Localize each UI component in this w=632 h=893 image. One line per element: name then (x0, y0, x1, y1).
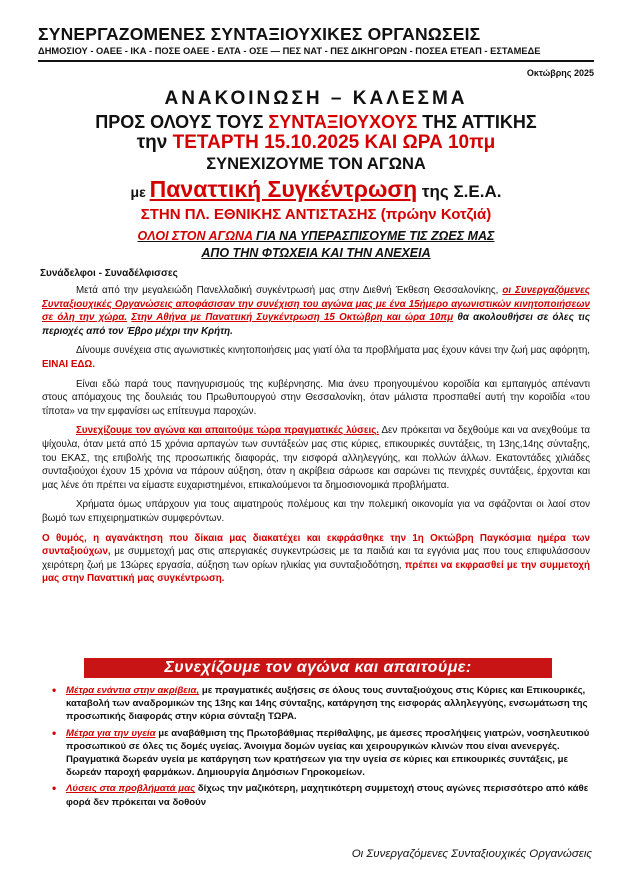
rally-organizer: της Σ.Ε.Α. (417, 182, 502, 201)
paragraph-2 (42, 344, 590, 371)
rally-name: Παναττική Συγκέντρωση (149, 176, 418, 202)
bullet-icon: • (52, 683, 57, 697)
demand-text: δίχως την μαζικότερη, μαχητικότερη συμμετοχή στους αγώνες περισσότερο από κάθε φορά δεν πρόκειται να δοθούν (66, 783, 589, 808)
slogan-rest: ΓΙΑ ΝΑ ΥΠΕΡΑΣΠΙΣΟΥΜΕ ΤΙΣ ΖΩΕΣ ΜΑΣ (252, 229, 495, 243)
issue-date: Οκτώβρης 2025 (526, 68, 594, 78)
p4-text: Δεν πρόκειται να δεχθούμε και να ανεχθούμε τα ψίχουλα, όταν μετά από 15 χρόνια αρπαγών των συντάξεών μας στις κύριες, επικουρικές συντάξεις, τη 13ης,14ης σύνταξης, του ΕΚΑΣ, της επιβολής της προσωπικής διαφοράς, την εισφορά αλληλεγγύης, και πολλών άλλων. Εκατοντάδες χιλιάδες συνταξιούχοι έχουν 15 χρόνια να πάρουν αύξηση, όταν η ακρίβεια σάρωσε και σαρώνει τις πενιχρές συντάξεις, έρχονται και μας λένε ότι πρέπει να είμαστε ευχαριστημένοι, επικαλούμενοι τα δημοσιονομικά προβλήματα. (42, 425, 590, 491)
organization-header (38, 24, 594, 62)
p6-call: πρέπει να εκφρασθεί με την συμμετοχή μας στην Παναττική μας συγκέντρωση. (42, 559, 590, 585)
rally-line (38, 176, 594, 203)
demand-text: με αναβάθμιση της Πρωτοβάθμιας περίθαλψης, με άμεσες προσλήψεις γιατρών, νοσηλευτικού προσωπικού σε όλες τις δομές υγείας. Άνοιγμα δομών υγείας και χειρουργικών κλινών που είναι ανενεργές. Πραγματικά δωρεάν υγεία με κατάργηση των κρατήσεων για την υγεία σε κύριες και επικουρικές συντάξεις, με δωρεάν παροχή φαρμάκων. Δημιουργία Δημόσιων Γηροκομείων. (66, 727, 590, 779)
body-text (42, 284, 590, 592)
demand-lead: Λύσεις στα προβλήματά μας (66, 783, 196, 795)
p2-emphasis: ΕΙΝΑΙ ΕΔΩ. (42, 358, 96, 370)
p1-regions: θα ακολουθήσει σε όλες τις περιοχές από τον Έβρο μέχρι την Κρήτη. (42, 312, 590, 337)
addressee-line (38, 112, 594, 133)
announcement-title: ΑΝΑΚΟΙΝΩΣΗ – ΚΑΛΕΣΜΑ (164, 88, 468, 109)
paragraph-5: Χρήματα όμως υπάρχουν για τους αιματηρούς πολέμους και την πολεμική οικονομία για να σφάζονται οι λαοί στον βωμό των επιχειρηματικών συμφερόντων. (42, 499, 590, 524)
signature: Οι Συνεργαζόμενες Συνταξιουχικές Οργανώσεις (351, 848, 592, 860)
greeting: Συνάδελφοι - Συναδέλφισσες (40, 268, 178, 279)
paragraph-6 (42, 532, 590, 586)
paragraph-4 (42, 424, 590, 492)
addressee-highlight: ΣΥΝΤΑΞΙΟΥΧΟΥΣ (268, 112, 418, 132)
continue-struggle-line: ΣΥΝΕΧΙΖΟΥΜΕ ΤΟΝ ΑΓΩΝΑ (206, 155, 426, 173)
slogan-highlight: ΟΛΟΙ ΣΤΟΝ ΑΓΩΝΑ (137, 229, 253, 243)
rally-location: ΣΤΗΝ ΠΛ. ΕΘΝΙΚΗΣ ΑΝΤΙΣΤΑΣΗΣ (πρώην Κοτζιά) (140, 206, 492, 223)
demands-list (50, 684, 590, 812)
p6-emphasis: Ο θυμός, η αγανάκτηση που δίκαια μας διακατέχει και εκφράσθηκε την 1η Οκτώβρη Παγκόσμια ημέρα των συνταξιούχων, (42, 532, 590, 558)
event-date-prefix: την (136, 132, 173, 153)
demand-item (50, 727, 590, 780)
slogan-line-2: ΑΠΟ ΤΗΝ ΦΤΩΧΕΙΑ ΚΑΙ ΤΗΝ ΑΝΕΧΕΙΑ (201, 246, 431, 260)
member-organizations: ΔΗΜΟΣΙΟΥ - ΟΑΕΕ - ΙΚΑ - ΠΟΣΕ ΟΑΕΕ - ΕΛΤΑ - ΟΣΕ — ΠΕΣ ΝΑΤ - ΠΕΣ ΔΙΚΗΓΟΡΩΝ - ΠΟΣΕΑ ΕΤΕΑΠ - ΕΣΤΑΜΕΔΕ (38, 46, 541, 57)
p6-text: με συμμετοχή μας στις απεργιακές συγκεντρώσεις με τα παιδιά και τα εγγόνια μας που τους επιφυλάσσουν χειρότερη ζωή με 13ώρες εργασία, αύξηση των ορίων ηλικίας για συνταξιοδότηση, (42, 546, 590, 571)
demand-text: με πραγματικές αυξήσεις σε όλους τους συνταξιούχους στις Κύριες και Επικουρικές, καταβολή των αναδρομικών της 13ης και 14ης σύνταξης, κατάργηση της εισφοράς αλληλεγγύης, ενσωμάτωση της προσωπικής διαφοράς στην κύρια σύνταξη ΤΩΡΑ. (66, 685, 588, 723)
addressee-prefix: ΠΡΟΣ ΟΛΟΥΣ ΤΟΥΣ (95, 112, 269, 132)
p4-emphasis: Συνεχίζουμε τον αγώνα και απαιτούμε τώρα πραγματικές λύσεις. (76, 425, 380, 437)
paragraph-1 (42, 284, 590, 338)
p1-athens-rally: Στην Αθήνα με Παναττική Συγκέντρωση 15 Οκτώβρη και ώρα 10πμ (131, 312, 454, 324)
paragraph-3: Είναι εδώ παρά τους πανηγυρισμούς της κυβέρνησης. Μια άνευ προηγουμένου κοροϊδία και εμπαιγμός απέναντι στους απόμαχους της δουλειάς του Πρωθυπουργού στην Θεσσαλονίκη, όταν μάλιστα προσπαθεί αυτή την κοροϊδία «του τίποτα» να την εμφανίσει ως επίτευγμα παροχών. (42, 378, 590, 417)
slogan-line-1 (38, 229, 594, 243)
p1-text: Μετά από την μεγαλειώδη Πανελλαδική συγκέντρωσή μας στην Διεθνή Έκθεση Θεσσαλονίκης, (76, 285, 503, 296)
p1-emphasis: οι Συνεργαζόμενες Συνταξιουχικές Οργανώσεις αποφάσισαν την συνέχιση του αγώνα μας με ένα 15ήμερο αγωνιστικών κινητοποιήσεων σε όλη την χώρα. (42, 285, 590, 324)
bullet-icon: • (52, 725, 57, 740)
organization-title: ΣΥΝΕΡΓΑΖΟΜΕΝΕΣ ΣΥΝΤΑΞΙΟΥΧΙΚΕΣ ΟΡΓΑΝΩΣΕΙΣ (38, 24, 481, 44)
addressee-suffix: ΤΗΣ ΑΤΤΙΚΗΣ (417, 112, 537, 132)
rally-prefix: με (130, 184, 150, 200)
demand-item (50, 782, 590, 808)
event-date-line (38, 132, 594, 154)
bullet-icon: • (52, 781, 57, 796)
event-date: ΤΕΤΑΡΤΗ 15.10.2025 ΚΑΙ ΩΡΑ 10πμ (172, 132, 496, 153)
p2-text: Δίνουμε συνέχεια στις αγωνιστικές κινητοποιήσεις μας γιατί όλα τα προβλήματα μας έχουν κάνει την ζωή μας αφόρητη, (76, 345, 590, 357)
demands-banner: Συνεχίζουμε τον αγώνα και απαιτούμε: (84, 658, 552, 678)
demand-item (50, 684, 590, 724)
demand-lead: Μέτρα ενάντια στην ακρίβεια, (66, 685, 200, 696)
demand-lead: Μέτρα για την υγεία (66, 727, 156, 739)
